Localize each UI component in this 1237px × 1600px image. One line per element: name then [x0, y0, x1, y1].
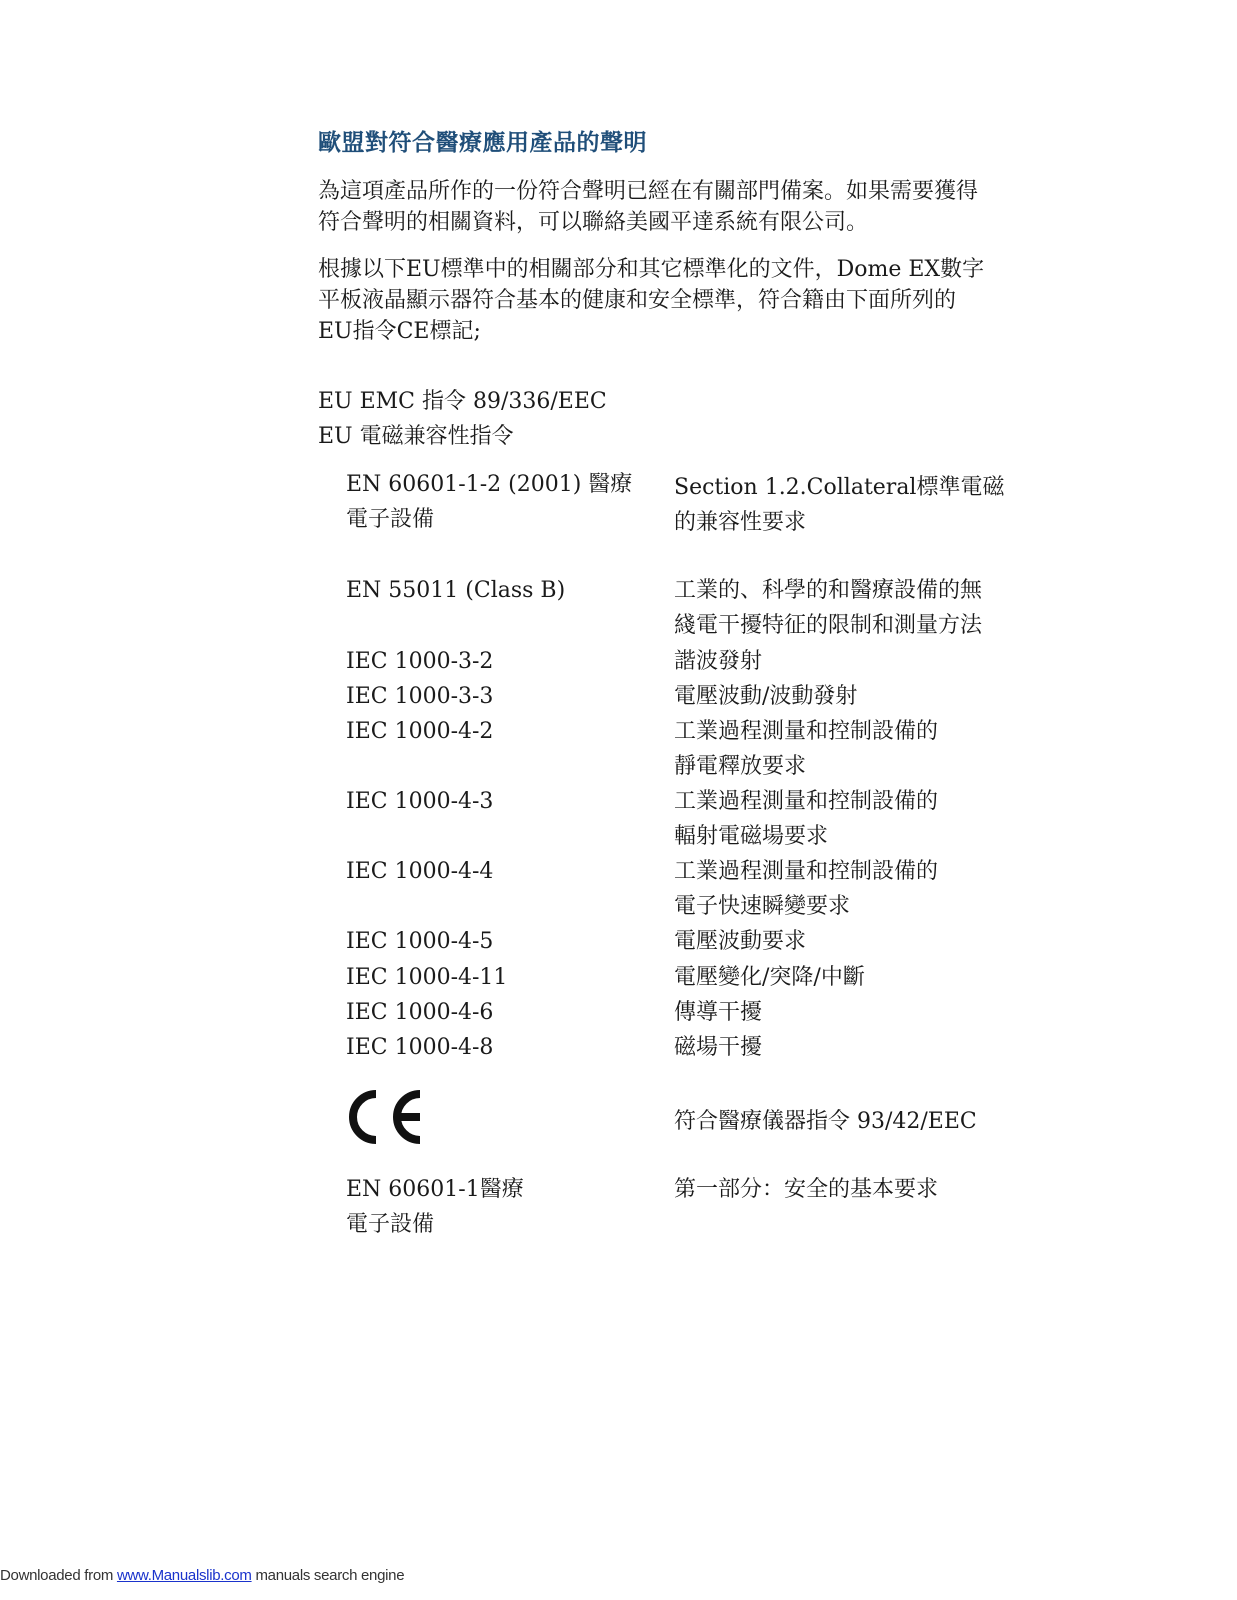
standard-description-line: 工業過程測量和控制設備的 [674, 719, 939, 744]
standard-code [346, 467, 666, 537]
standard-description [674, 924, 1074, 959]
paragraph-line: 平板液晶顯示器符合基本的健康和安全標準，符合籍由下面所列的 [318, 288, 957, 313]
standard-description-line: 諧波發射 [674, 649, 763, 674]
directive-code: EU EMC 指令 89/336/EEC [318, 389, 607, 414]
standard-row [346, 1030, 1066, 1100]
standard-row [346, 573, 1066, 643]
standard-description [674, 1030, 1074, 1065]
standard-description-line: 磁場干擾 [674, 1035, 763, 1060]
standard-code [346, 573, 666, 608]
download-footer [0, 1567, 404, 1584]
standard-description [674, 995, 1074, 1030]
standard-code [346, 924, 666, 959]
paragraph-line: 根據以下EU標準中的相關部分和其它標準化的文件，Dome EX數字 [318, 257, 985, 282]
standard-code-line: IEC 1000-4-3 [346, 789, 494, 814]
standard-description-line: 傳導干擾 [674, 1000, 763, 1025]
standard-description-line: 靜電釋放要求 [674, 754, 807, 779]
standard-description [674, 854, 1074, 924]
standard-description-line: 第一部分：安全的基本要求 [674, 1177, 939, 1202]
ce-directive [674, 1104, 1074, 1139]
standard-row [346, 467, 1066, 537]
standard-code [346, 1030, 666, 1065]
standard-description [674, 714, 1074, 784]
standard-code-line: IEC 1000-4-5 [346, 929, 494, 954]
standard-description [674, 784, 1074, 854]
standard-description [674, 1172, 1074, 1207]
standard-description-line: 的兼容性要求 [674, 510, 807, 535]
standard-description-line: 電子快速瞬變要求 [674, 894, 851, 919]
standard-code [346, 995, 666, 1030]
standard-code [346, 784, 666, 819]
standard-description-line: 工業過程測量和控制設備的 [674, 859, 939, 884]
standard-description [674, 573, 1074, 643]
standard-code-line: EN 60601-1醫療 [346, 1177, 524, 1202]
directive-name: EU 電磁兼容性指令 [318, 424, 514, 449]
standard-row-final [346, 1172, 1066, 1242]
ce-directive-row [346, 1104, 1066, 1174]
standard-code-line: EN 60601-1-2 (2001) 醫療 [346, 472, 633, 497]
standard-description [674, 644, 1074, 679]
standard-code [346, 854, 666, 889]
standard-row [346, 784, 1066, 854]
standard-description-line: 工業過程測量和控制設備的 [674, 789, 939, 814]
standard-description-line: 電壓變化/突降/中斷 [674, 965, 865, 990]
standard-code [346, 1172, 666, 1242]
standard-code-line: 電子設備 [346, 1212, 435, 1237]
standard-description-line: 電壓波動要求 [674, 929, 807, 954]
standard-description-line: 輻射電磁場要求 [674, 824, 829, 849]
footer-prefix: Downloaded from [0, 1567, 117, 1584]
standard-description-line: Section 1.2.Collateral標準電磁 [674, 475, 1005, 500]
standard-code-line: IEC 1000-4-4 [346, 859, 494, 884]
standard-code-line: IEC 1000-3-3 [346, 684, 494, 709]
standard-code-line: IEC 1000-4-11 [346, 965, 508, 990]
standard-code [346, 644, 666, 679]
standard-code-line: IEC 1000-4-8 [346, 1035, 494, 1060]
standard-description-line: 工業的、科學的和醫療設備的無 [674, 578, 983, 603]
manualslib-link[interactable]: www.Manualslib.com [116, 1567, 252, 1584]
standard-code-line: IEC 1000-4-2 [346, 719, 494, 744]
ce-directive-text: 符合醫療儀器指令 93/42/EEC [674, 1109, 977, 1134]
paragraph-line: 符合聲明的相關資料，可以聯絡美國平達系統有限公司。 [318, 210, 869, 235]
standard-description [674, 679, 1074, 714]
footer-suffix: manuals search engine [251, 1567, 405, 1584]
page-title: 歐盟對符合醫療應用產品的聲明 [318, 129, 647, 156]
standard-code-line: IEC 1000-4-6 [346, 1000, 494, 1025]
standard-code-line: EN 55011 (Class B) [346, 578, 566, 603]
standard-description-line: 綫電干擾特征的限制和測量方法 [674, 613, 983, 638]
standard-code [346, 679, 666, 714]
standard-code-line: IEC 1000-3-2 [346, 649, 494, 674]
standard-description [674, 470, 1074, 540]
standard-code-line: 電子設備 [346, 507, 435, 532]
standard-description-line: 電壓波動/波動發射 [674, 684, 858, 709]
standard-description [674, 960, 1074, 995]
paragraph-line: 為這項產品所作的一份符合聲明已經在有關部門備案。如果需要獲得 [318, 179, 979, 204]
declaration-paragraph [318, 176, 1078, 238]
standard-row [346, 854, 1066, 924]
paragraph-line: EU指令CE標記; [318, 319, 481, 344]
standard-code [346, 960, 666, 995]
standards-paragraph [318, 254, 1078, 347]
standard-row [346, 714, 1066, 784]
standard-code [346, 714, 666, 749]
